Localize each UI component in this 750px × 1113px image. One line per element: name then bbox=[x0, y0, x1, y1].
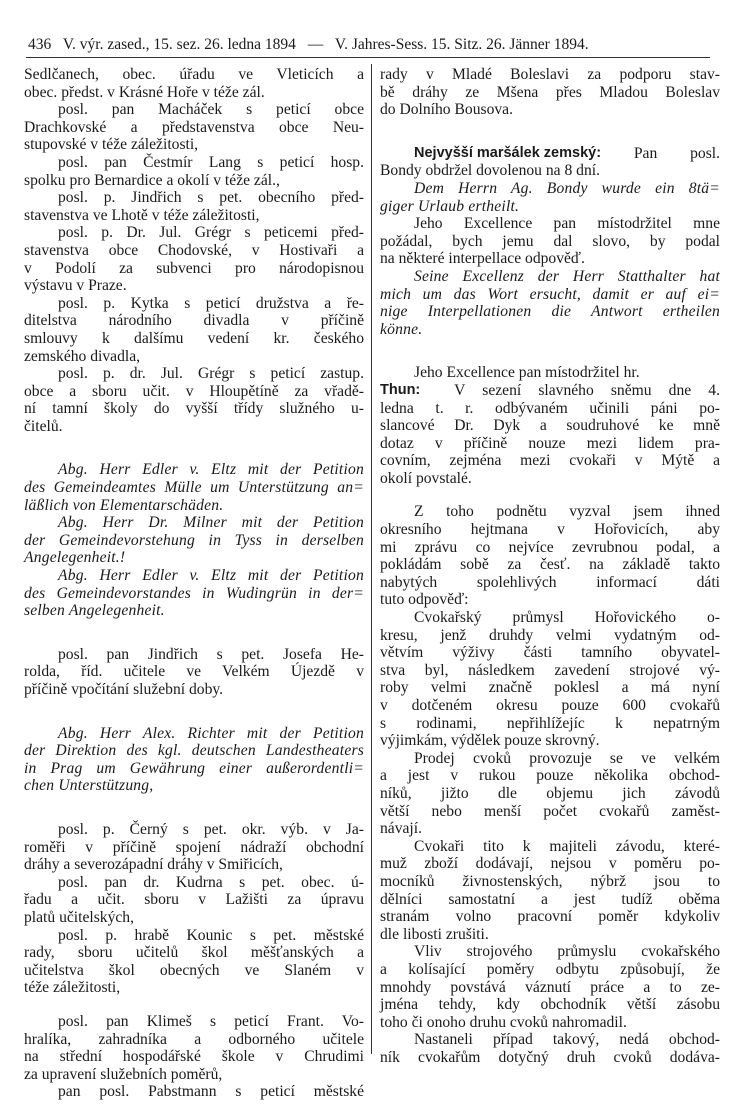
text-line: posl. pan dr. Kudrna s pet. obec. ú- bbox=[58, 873, 364, 891]
text-line: Dem Herrn Ag. Bondy wurde ein 8tä= bbox=[414, 179, 720, 197]
text-line: posl. pan Klimeš s peticí Frant. Vo- bbox=[58, 1012, 364, 1030]
speaker-name: Thun: bbox=[380, 381, 421, 398]
czech-paragraph bbox=[380, 382, 720, 488]
column-divider bbox=[371, 64, 372, 1054]
text-line: stavenstva obce Chodovské, v Hostivaři a bbox=[24, 241, 364, 259]
text-line: v Podolí za subvenci pro národopisnou bbox=[24, 259, 364, 277]
text-line: der Gemeindevorstehung in Tyss in derselben bbox=[24, 531, 364, 549]
text-line: stavenstva ve Lhotě v téže záležitosti, bbox=[24, 206, 260, 224]
text-line: mi zprávu co nejvíce zevrubnou podal, a bbox=[380, 538, 720, 556]
text-line: posl. p. Černý s pet. okr. výb. v Ja- bbox=[58, 820, 364, 838]
text-line: jména tehdy, kdy obchodník větší zásobu bbox=[380, 996, 720, 1014]
czech-paragraph bbox=[24, 295, 364, 365]
text-line: bě dráhy ze Mšena přes Mladou Boleslav bbox=[380, 83, 720, 101]
line-text: V sezení slavného sněmu dne 4. bbox=[420, 381, 720, 399]
text-line: mnohdy povstává váznutí práce a to ze- bbox=[380, 978, 720, 996]
text-line: hralíka, zahradníka a odborného učitele bbox=[24, 1030, 364, 1048]
text-line: Drachkovské a představenstva obce Neu- bbox=[24, 118, 364, 136]
text-line: posl. p. Jindřich s pet. obecního před- bbox=[58, 189, 364, 207]
text-line: Sedlčanech, obec. úřadu ve Vleticích a bbox=[24, 66, 364, 83]
text-line: Nastaneli případ takový, nedá obchod- bbox=[414, 1031, 720, 1049]
text-line: nige Interpellationen die Antwort ertheilen bbox=[380, 303, 720, 321]
czech-paragraph bbox=[380, 503, 720, 609]
text-line: čitelů. bbox=[24, 417, 63, 435]
text-line: Abg. Herr Alex. Richter mit der Petition bbox=[58, 724, 364, 742]
text-line: a kolísající poměry odbytu způsobují, že bbox=[380, 960, 720, 978]
text-line: rolda, říd. učitele ve Velkém Újezdě v bbox=[24, 663, 364, 681]
text-line: roměři v příčině spojení nádraží obchodní bbox=[24, 838, 364, 856]
czech-paragraph bbox=[380, 364, 720, 382]
text-line: ditelstva národního divadla v příčině bbox=[24, 312, 364, 330]
czech-paragraph bbox=[24, 874, 364, 927]
text-line: ník cvokařům dotyčný druh cvoků dodáva- bbox=[380, 1048, 720, 1066]
text-line: Z toho podnětu vyzval jsem ihned bbox=[414, 503, 720, 521]
text-line: dráhy a severozápadní dráhy v Smiřicích, bbox=[24, 856, 283, 874]
text-line: Angelegenheit.! bbox=[24, 549, 126, 567]
text-line: Seine Excellenz der Herr Statthalter hat bbox=[414, 267, 720, 285]
text-line: spolku pro Bernardice a okolí v téže zál., bbox=[24, 171, 280, 189]
text-line: posl. pan Jindřich s pet. Josefa He- bbox=[58, 645, 364, 663]
text-line: toho či onoho druhu cvoků nahromadil. bbox=[380, 1013, 627, 1031]
czech-paragraph bbox=[24, 365, 364, 435]
text-line: dle libosti zrušiti. bbox=[380, 925, 489, 943]
text-line: a jest v rukou pouze několika obchod- bbox=[380, 767, 720, 785]
text-line: des Gemeindeamtes Mülle um Unterstützung an= bbox=[24, 479, 364, 497]
text-line: nabytých spolehlivých informací dáti bbox=[380, 573, 720, 591]
text-line: Bondy obdržel dovolenou na 8 dní. bbox=[380, 162, 601, 180]
text-line: výstavu v Praze. bbox=[24, 277, 127, 295]
speaker-name: Nejvyšší maršálek zemský: bbox=[414, 144, 602, 161]
text-line: slancové Dr. Dyk a soudruhové ke mně bbox=[380, 417, 720, 435]
text-line: okolí povstalé. bbox=[380, 469, 472, 487]
text-line: okresního hejtmana v Hořovicích, aby bbox=[380, 521, 720, 539]
text-line: požádal, bych jemu dal slovo, by podal bbox=[380, 232, 720, 250]
text-line: stupovské v téže záležitosti, bbox=[24, 136, 199, 154]
right-column bbox=[380, 66, 720, 1066]
text-line: posl. p. dr. Jul. Grégr s peticí zastup. bbox=[58, 365, 364, 383]
text-line: větvím výživy části tamního obyvatel- bbox=[380, 644, 720, 662]
text-line: ní tamní školy do vyšší třídy služného u- bbox=[24, 400, 364, 418]
text-line: posl. pan Macháček s peticí obce bbox=[58, 101, 364, 119]
text-line: posl. p. Dr. Jul. Grégr s peticemi před- bbox=[58, 224, 364, 242]
text-line: in Prag um Gewährung einer außerordentli= bbox=[24, 759, 364, 777]
text-line: posl. p. hrabě Kounic s pet. městské bbox=[58, 926, 364, 944]
text-line: pokládám sobě za česť. na základě takto bbox=[380, 556, 720, 574]
text-line: dělníci samostatní a jest tudíž oběma bbox=[380, 890, 720, 908]
text-line: rady, sboru učitelů škol měšťanských a bbox=[24, 944, 364, 962]
header-dash: — bbox=[307, 36, 324, 53]
text-line: na střední hospodářské škole v Chrudimi bbox=[24, 1048, 364, 1066]
text-line: dotaz v příčině nouze mezi lidem pra- bbox=[380, 434, 720, 452]
text-line: platů učitelských, bbox=[24, 908, 134, 926]
text-line: do Dolního Bousova. bbox=[380, 101, 513, 119]
german-paragraph bbox=[24, 514, 364, 567]
text-line: covním, zejména mezi cvokaři v Mýtě a bbox=[380, 452, 720, 470]
text-line: Jeho Excellence pan místodržitel hr. bbox=[414, 364, 640, 382]
text-line: Abg. Herr Dr. Milner mit der Petition bbox=[58, 514, 364, 532]
text-line: výjimkám, výdělek pouze skrovný. bbox=[380, 732, 600, 750]
czech-paragraph bbox=[24, 1083, 364, 1101]
text-line: chen Unterstützung, bbox=[24, 777, 154, 795]
german-paragraph bbox=[24, 567, 364, 620]
text-line: na některé interpellace odpověď. bbox=[380, 250, 585, 268]
text-line: v dotčeném okresu pouze 600 cvokařů bbox=[380, 697, 720, 714]
czech-paragraph bbox=[380, 66, 720, 119]
czech-paragraph bbox=[380, 1031, 720, 1066]
text-line: muž zboží dodávají, nejsou v poměru po- bbox=[380, 855, 720, 873]
czech-paragraph bbox=[380, 609, 720, 750]
czech-paragraph bbox=[380, 838, 720, 944]
text-line: selben Angelegenheit. bbox=[24, 602, 165, 620]
text-line: roby velmi značně poklesl a má nyní bbox=[380, 679, 720, 697]
text-line: pan posl. Pabstmann s peticí městské bbox=[58, 1083, 364, 1101]
text-line: läßlich von Elementarschäden. bbox=[24, 496, 224, 514]
text-line: Jeho Excellence pan místodržitel mne bbox=[414, 215, 720, 233]
text-line: Prodej cvoků provozuje se ve velkém bbox=[414, 749, 720, 767]
text-line: příčině vpočítání služební doby. bbox=[24, 681, 224, 698]
text-line: větší nebo menší počet cvokařů zaměst- bbox=[380, 802, 720, 820]
text-line: Vliv strojového průmyslu cvokařského bbox=[414, 943, 720, 961]
text-line: za upravení služebních poměrů, bbox=[24, 1065, 223, 1083]
text-line: kresu, jenž druhdy velmi vydatným od- bbox=[380, 626, 720, 644]
text-line: posl. p. Kytka s peticí družstva a ře- bbox=[58, 294, 364, 312]
text-line: téže záležitosti, bbox=[24, 979, 121, 997]
czech-paragraph bbox=[24, 1013, 364, 1083]
text-line: učitelstva škol obecných ve Slaném v bbox=[24, 961, 364, 979]
text-line bbox=[380, 382, 720, 400]
czech-paragraph bbox=[24, 101, 364, 154]
running-header bbox=[28, 36, 708, 54]
text-line: stranám volno pracovní poměr kdykoliv bbox=[380, 908, 720, 926]
german-paragraph bbox=[380, 268, 720, 338]
text-line: s rodinami, nepřihlížejíc k nepatrným bbox=[380, 714, 720, 732]
text-line: posl. pan Čestmír Lang s peticí hosp. bbox=[58, 153, 364, 171]
text-line: Abg. Herr Edler v. Eltz mit der Petition bbox=[58, 567, 364, 585]
text-line: giger Urlaub ertheilt. bbox=[380, 197, 520, 215]
line-text: Pan posl. bbox=[601, 144, 720, 162]
text-line: návají. bbox=[380, 820, 422, 838]
text-line: der Direktion des kgl. deutschen Landestheaters bbox=[24, 742, 364, 760]
german-paragraph bbox=[380, 180, 720, 215]
page-number: 436 bbox=[28, 36, 52, 53]
german-paragraph bbox=[24, 461, 364, 514]
text-line: mocníků živnostenských, nýbrž jsou to bbox=[380, 872, 720, 890]
header-czech: V. výr. zased., 15. sez. 26. ledna 1894 bbox=[62, 36, 296, 53]
text-line bbox=[380, 145, 720, 163]
header-rule bbox=[26, 57, 710, 58]
czech-paragraph bbox=[380, 215, 720, 268]
text-line: könne. bbox=[380, 320, 423, 338]
german-paragraph bbox=[24, 725, 364, 795]
text-line: rady v Mladé Boleslavi za podporu stav- bbox=[380, 66, 720, 83]
czech-paragraph bbox=[24, 224, 364, 294]
text-line: mich um das Wort ersucht, damit er auf ei= bbox=[380, 285, 720, 303]
text-line: obec. předst. v Krásné Hoře v téže zál. bbox=[24, 83, 265, 101]
text-line: obce a sboru učit. v Hloupětíně za vřadě- bbox=[24, 382, 364, 400]
czech-paragraph bbox=[24, 927, 364, 997]
text-line: stva byl, následkem zavedení strojové vý- bbox=[380, 661, 720, 679]
text-line: níků, jižto dle objemu jich závodů bbox=[380, 784, 720, 802]
czech-paragraph bbox=[380, 750, 720, 838]
czech-paragraph bbox=[24, 154, 364, 189]
czech-paragraph bbox=[24, 821, 364, 874]
header-german: V. Jahres-Sess. 15. Sitz. 26. Jänner 1894. bbox=[334, 36, 589, 53]
czech-paragraph bbox=[24, 66, 364, 101]
czech-paragraph bbox=[24, 646, 364, 699]
czech-paragraph bbox=[380, 145, 720, 180]
text-line: Abg. Herr Edler v. Eltz mit der Petition bbox=[58, 461, 364, 479]
text-line: řadu a učit. sboru v Lažišti za úpravu bbox=[24, 891, 364, 909]
text-line: Cvokaři tito k majiteli závodu, které- bbox=[414, 837, 720, 855]
czech-paragraph bbox=[24, 189, 364, 224]
text-line: ledna t. r. odbývaném učinili páni po- bbox=[380, 399, 720, 417]
czech-paragraph bbox=[380, 943, 720, 1031]
text-line: des Gemeindevorstandes in Wudingrün in der= bbox=[24, 584, 364, 602]
text-line: zemského divadla, bbox=[24, 347, 141, 365]
text-line: smlouvy k dalšímu vedení kr. českého bbox=[24, 329, 364, 347]
text-line: tuto odpověď: bbox=[380, 591, 469, 609]
left-column bbox=[24, 66, 364, 1101]
text-line: Cvokařský průmysl Hořovického o- bbox=[414, 609, 720, 627]
